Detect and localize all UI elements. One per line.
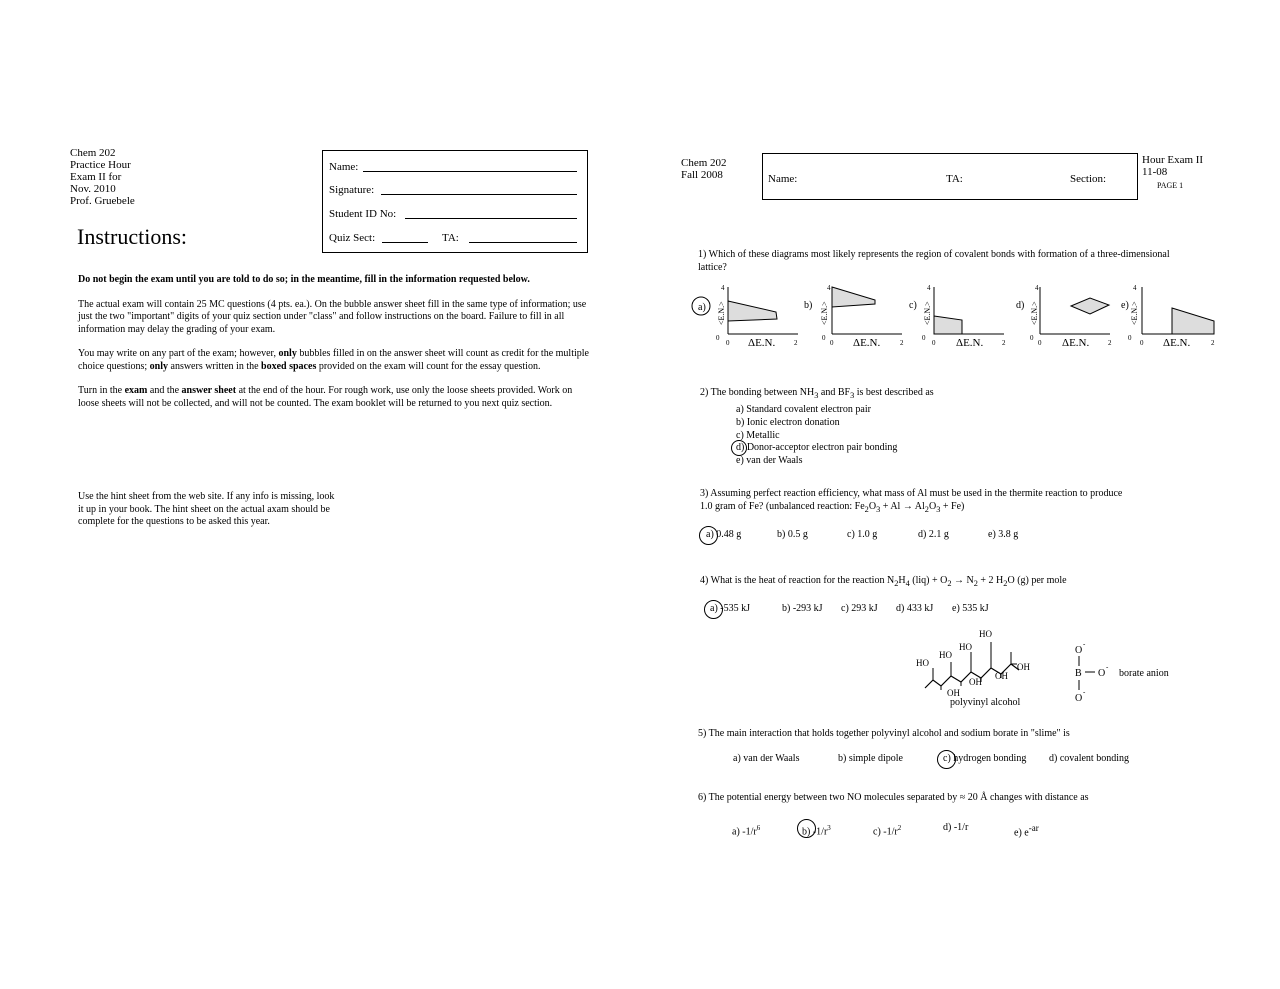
- student-id-label: Student ID No:: [329, 208, 397, 220]
- region-shape: [832, 287, 875, 307]
- q4-option-a[interactable]: a) -535 kJ: [710, 603, 750, 614]
- instructions-body: [78, 274, 608, 422]
- header-line: Chem 202: [70, 147, 116, 159]
- exam-name-box: [762, 153, 1138, 200]
- q6-option-e[interactable]: e) $e^{-ar}$: [1014, 823, 1039, 839]
- header-line: Prof. Gruebele: [70, 195, 135, 207]
- pva-caption: polyvinyl alcohol: [950, 697, 1021, 708]
- x-tick-zero: 0: [830, 339, 834, 347]
- header-line: Practice Hour: [70, 159, 131, 171]
- q6-option-a[interactable]: a) $-1/r^6$: [732, 824, 761, 838]
- student-info-box: [322, 150, 588, 253]
- instruction-para-2: The actual exam will contain 25 MC questions (4 pts. ea.). On the bubble answer sheet fill in the same type of information; use just the two "important" digits of your quiz section under "class" and follow instructions on the board. Failure to fill in all information may delay the grading of your exam.: [78, 298, 587, 335]
- polyvinyl-alcohol-structure: [916, 629, 1030, 708]
- quiz-sect-label: Quiz Sect:: [329, 232, 376, 244]
- charge-sign: -: [1083, 688, 1086, 696]
- boron-atom: B: [1075, 668, 1082, 679]
- section-label: Section:: [1070, 173, 1107, 185]
- question-4-text: 4) What is the heat of reaction for the reaction $N_2H_4$ $(liq) + O_2 \to N_2 + 2$ $H_2O$ (g) per mole: [700, 575, 1067, 588]
- q5-option-c[interactable]: c) hydrogen bonding: [943, 753, 1027, 764]
- question-1-text: 1) Which of these diagrams most likely represents the region of covalent bonds with formation of a three-dimensional lattice?: [698, 249, 1170, 273]
- structure-figure: [905, 622, 1195, 712]
- region-shape: [728, 301, 777, 321]
- page-number: PAGE 1: [1157, 181, 1184, 190]
- course-label: Chem 202: [681, 157, 727, 169]
- q2-option-b[interactable]: b) Ionic electron donation: [736, 416, 840, 428]
- borate-anion-structure: [1075, 640, 1169, 704]
- borate-caption: borate anion: [1119, 668, 1169, 679]
- q2-option-e[interactable]: e) van der Waals: [736, 455, 803, 467]
- q3-option-a[interactable]: a) 0.48 g: [706, 529, 742, 540]
- q1-option-a[interactable]: [692, 284, 798, 349]
- q6-option-c[interactable]: c) $-1/r^2$: [873, 824, 902, 838]
- exam-course-header: [681, 157, 727, 181]
- x-tick-two: 2: [1002, 339, 1006, 347]
- y-tick-zero: 0: [1128, 334, 1132, 342]
- oxygen-atom: O: [1075, 645, 1083, 656]
- x-axis-label: ΔE.N.: [853, 337, 881, 349]
- x-tick-two: 2: [1211, 339, 1215, 347]
- option-label: b): [804, 300, 813, 311]
- q1-option-c[interactable]: [909, 284, 1006, 349]
- x-tick-zero: 0: [932, 339, 936, 347]
- term-label: Fall 2008: [681, 169, 723, 181]
- question-6-text: 6) The potential energy between two NO molecules separated by ≈ 20 Å changes with distance as: [698, 792, 1089, 803]
- signature-input-line[interactable]: [381, 194, 577, 195]
- hint-note: Use the hint sheet from the web site. If any info is missing, look it up in your book. The hint sheet on the actual axam should be complete for the questions to be asked this year.: [78, 491, 335, 527]
- name-label: Name:: [329, 161, 359, 173]
- q2-option-a[interactable]: a) Standard covalent electron pair: [736, 404, 871, 415]
- q4-option-e[interactable]: e) 535 kJ: [952, 603, 989, 614]
- q3-option-c[interactable]: c) 1.0 g: [847, 529, 878, 540]
- instruction-para-4: Turn in the exam and the answer sheet at the end of the hour. For rough work, use only the loose sheets provided. Work on loose sheets will not be collected, and will not be counted. The exam booklet will be returned to you next quiz section.: [78, 385, 573, 409]
- name-label: Name:: [768, 173, 798, 185]
- region-shape: [1172, 308, 1214, 334]
- signature-label: Signature:: [329, 184, 375, 196]
- x-axis-label: ΔE.N.: [748, 337, 776, 349]
- option-label: c): [909, 300, 917, 311]
- q5-option-d[interactable]: d) covalent bonding: [1049, 753, 1129, 764]
- q5-option-a[interactable]: a) van der Waals: [733, 753, 800, 764]
- y-axis-label: <E.N.>: [923, 301, 932, 325]
- q3-option-e[interactable]: e) 3.8 g: [988, 529, 1019, 540]
- q6-answer-circle: [797, 819, 816, 838]
- oxygen-atom: O: [1075, 693, 1083, 704]
- oh-label: OH: [947, 688, 960, 698]
- question-2-text: 2) The bonding between $NH_3$ and $BF_3$ is best described as: [700, 387, 934, 400]
- x-axis-label: ΔE.N.: [956, 337, 984, 349]
- ta-label: TA:: [442, 232, 459, 244]
- q3-option-d[interactable]: d) 2.1 g: [918, 529, 949, 540]
- ho-label: HO: [979, 629, 992, 639]
- option-label: d): [1016, 300, 1025, 311]
- ta-input-line[interactable]: [469, 242, 577, 243]
- x-tick-zero: 0: [1038, 339, 1042, 347]
- x-axis-label: ΔE.N.: [1062, 337, 1090, 349]
- oxygen-atom: O: [1098, 668, 1106, 679]
- ho-label: HO: [959, 642, 972, 652]
- question-3-text: 3) Assuming perfect reaction efficiency, what mass of Al must be used in the thermite reaction to produce 1.0 gram of Fe? (unbalanced reaction: $Fe_2O_3 + Al \to Al_2O_3 + Fe$): [700, 488, 1123, 514]
- x-tick-zero: 0: [726, 339, 730, 347]
- ta-label: TA:: [946, 173, 963, 185]
- charge-sign: -: [1083, 640, 1086, 648]
- question-2-options: [736, 404, 897, 468]
- name-row: [329, 161, 581, 173]
- q5-option-b[interactable]: b) simple dipole: [838, 753, 903, 764]
- header-line: Exam II for: [70, 171, 122, 183]
- x-tick-two: 2: [794, 339, 798, 347]
- y-axis-label: <E.N.>: [717, 301, 726, 325]
- instruction-bold-para: Do not begin the exam until you are told to do so; in the meantime, fill in the information requested below.: [78, 274, 530, 285]
- y-tick-zero: 0: [1030, 334, 1034, 342]
- y-tick-top: 4: [1133, 284, 1137, 292]
- q4-option-b[interactable]: b) -293 kJ: [782, 603, 823, 614]
- name-input-line[interactable]: [363, 171, 577, 172]
- q6-option-d[interactable]: d) -1/r: [943, 822, 969, 833]
- charge-sign: -: [1106, 663, 1109, 671]
- header-line: Nov. 2010: [70, 183, 116, 195]
- oh-label: OH: [1017, 662, 1030, 672]
- x-axis-label: ΔE.N.: [1163, 337, 1191, 349]
- q2-answer-circle: [731, 440, 747, 456]
- q2-option-d[interactable]: d) Donor-acceptor electron pair bonding: [736, 442, 898, 454]
- ho-label: HO: [916, 658, 929, 668]
- exam-title: Hour Exam II: [1142, 154, 1204, 166]
- q4-answer-circle: [704, 600, 723, 619]
- student-id-input-line[interactable]: [405, 218, 577, 219]
- signature-row: [329, 184, 581, 196]
- y-tick-top: 4: [721, 284, 725, 292]
- q3-answer-circle: [699, 526, 718, 545]
- y-axis-label: <E.N.>: [1030, 301, 1039, 325]
- y-axis-label: <E.N.>: [1130, 301, 1139, 325]
- region-shape: [1071, 298, 1109, 314]
- q4-option-c[interactable]: c) 293 kJ: [841, 603, 878, 614]
- x-tick-zero: 0: [1140, 339, 1144, 347]
- q1-option-d[interactable]: [1016, 284, 1112, 349]
- question-5-text: 5) The main interaction that holds together polyvinyl alcohol and sodium borate in "slime" is: [698, 728, 1070, 739]
- y-tick-top: 4: [827, 284, 831, 292]
- y-tick-zero: 0: [822, 334, 826, 342]
- oh-label: OH: [969, 677, 982, 687]
- instruction-para-3: You may write on any part of the exam; however, only bubbles filled in on the answer sheet will count as credit for the multiple choice questions; only answers written in the boxed spaces provided on the exam will count for the essay question.: [78, 348, 589, 372]
- x-tick-two: 2: [900, 339, 904, 347]
- q1-option-b[interactable]: [804, 284, 904, 349]
- option-label: a): [698, 302, 706, 313]
- q5-answer-circle: [937, 750, 956, 769]
- exam-code: 11-08: [1142, 166, 1168, 178]
- oh-label: OH: [995, 671, 1008, 681]
- q3-option-b[interactable]: b) 0.5 g: [777, 529, 808, 540]
- student-id-row: [329, 208, 581, 220]
- y-tick-top: 4: [927, 284, 931, 292]
- quiz-sect-input-line[interactable]: [382, 242, 428, 243]
- q6-option-b[interactable]: b) $-1/r^3$: [802, 824, 831, 838]
- y-axis-label: <E.N.>: [820, 301, 829, 325]
- ho-label: HO: [939, 650, 952, 660]
- q1-option-e[interactable]: [1121, 284, 1215, 349]
- q2-option-c[interactable]: c) Metallic: [736, 429, 780, 441]
- option-label: e): [1121, 300, 1129, 311]
- q1-diagrams: [690, 282, 1230, 352]
- y-tick-top: 4: [1035, 284, 1039, 292]
- x-tick-two: 2: [1108, 339, 1112, 347]
- y-tick-zero: 0: [716, 334, 720, 342]
- instructions-title: Instructions:: [77, 224, 187, 249]
- quiz-sect-row: [329, 232, 581, 244]
- q4-option-d[interactable]: d) 433 kJ: [896, 603, 934, 614]
- region-shape: [934, 316, 962, 334]
- y-tick-zero: 0: [922, 334, 926, 342]
- exam-title-block: [1142, 154, 1203, 192]
- course-header: [70, 147, 135, 207]
